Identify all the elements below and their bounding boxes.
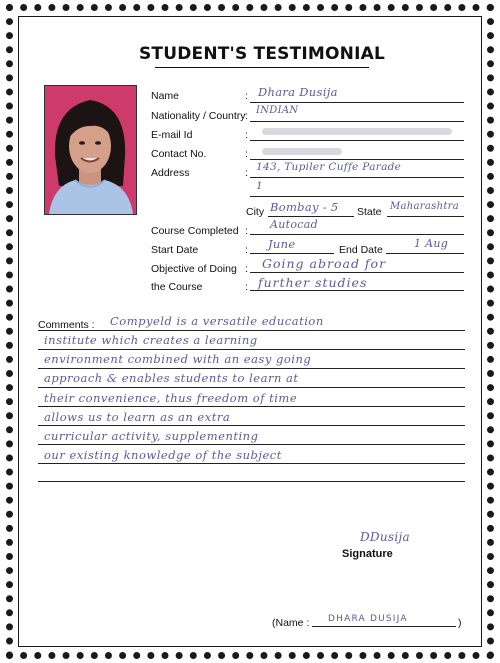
address-line-2: 1	[256, 180, 263, 192]
comment-rule-8	[38, 463, 465, 464]
comment-rule-3	[38, 368, 465, 369]
footer-name-line	[312, 626, 456, 627]
student-photo	[44, 85, 137, 215]
course-value: Autocad	[270, 218, 318, 231]
objective-colon-2: :	[245, 281, 248, 293]
start-date-value: June	[268, 237, 296, 251]
footer-name-prefix: (Name :	[272, 617, 310, 629]
comment-line-7: curricular activity, supplementing	[44, 429, 259, 443]
city-value: Bombay - 5	[270, 200, 339, 214]
comment-rule-9	[38, 481, 465, 482]
email-redacted	[262, 128, 452, 135]
comment-rule-1	[38, 330, 465, 331]
portrait-image	[45, 86, 136, 214]
comment-line-8: our existing knowledge of the subject	[44, 448, 282, 462]
name-value: Dhara Dusija	[258, 85, 338, 99]
email-label: E-mail Id	[151, 129, 193, 141]
email-line	[250, 140, 464, 141]
comment-line-2: institute which creates a learning	[44, 333, 258, 347]
objective-value-1: Going abroad for	[262, 256, 387, 271]
comment-rule-4	[38, 387, 465, 388]
start-date-line	[250, 253, 334, 254]
objective-value-2: further studies	[258, 275, 368, 290]
state-label: State	[357, 206, 382, 218]
start-date-colon: :	[245, 244, 248, 256]
objective-line-rule-1	[250, 272, 464, 273]
course-colon: :	[245, 225, 248, 237]
comment-line-5: their convenience, thus freedom of time	[44, 391, 298, 405]
page-title: STUDENT'S TESTIMONIAL	[138, 44, 386, 64]
comment-rule-5	[38, 406, 465, 407]
address-line-rule-1	[250, 177, 464, 178]
comments-label: Comments :	[38, 319, 95, 331]
comment-line-4: approach & enables students to learn at	[44, 371, 299, 385]
state-line	[387, 216, 464, 217]
email-colon: :	[245, 129, 248, 141]
name-label: Name	[151, 90, 180, 102]
comment-rule-6	[38, 425, 465, 426]
comment-line-3: environment combined with an easy going	[44, 352, 312, 366]
name-colon: :	[245, 90, 248, 102]
start-date-label: Start Date	[151, 244, 199, 256]
comment-rule-7	[38, 444, 465, 445]
contact-colon: :	[245, 148, 248, 160]
comment-line-1: Compyeld is a versatile education	[110, 314, 324, 328]
objective-colon: :	[245, 263, 248, 275]
address-line-rule-2	[250, 196, 464, 197]
objective-label-2: the Course	[151, 281, 203, 293]
footer-name-suffix: )	[458, 617, 462, 629]
end-date-label: End Date	[339, 244, 383, 256]
comment-rule-2	[38, 349, 465, 350]
course-label: Course Completed	[151, 225, 239, 237]
city-line	[268, 216, 354, 217]
end-date-value: 1 Aug	[414, 237, 449, 250]
state-value: Maharashtra	[390, 201, 459, 212]
comment-line-6: allows us to learn as an extra	[44, 410, 231, 424]
nationality-label: Nationality / Country	[151, 110, 246, 122]
signature-label: Signature	[342, 548, 393, 560]
signature-handwriting: DDusija	[360, 530, 410, 544]
address-colon: :	[245, 167, 248, 179]
nationality-value: INDIAN	[256, 105, 299, 116]
course-line	[250, 234, 464, 235]
name-line	[250, 102, 464, 103]
objective-label-1: Objective of Doing	[151, 263, 237, 275]
city-label: City	[246, 206, 265, 218]
contact-redacted	[262, 148, 342, 155]
contact-line	[250, 159, 464, 160]
footer-name-value: DHARA DUSIJA	[328, 614, 408, 624]
objective-line-rule-2	[250, 290, 464, 291]
nationality-colon: :	[245, 110, 248, 122]
contact-label: Contact No.	[151, 148, 207, 160]
address-line-1: 143, Tupiler Cuffe Parade	[256, 161, 402, 173]
title-underline	[155, 67, 369, 68]
nationality-line	[250, 121, 464, 122]
end-date-line	[386, 253, 464, 254]
address-label: Address	[151, 167, 190, 179]
